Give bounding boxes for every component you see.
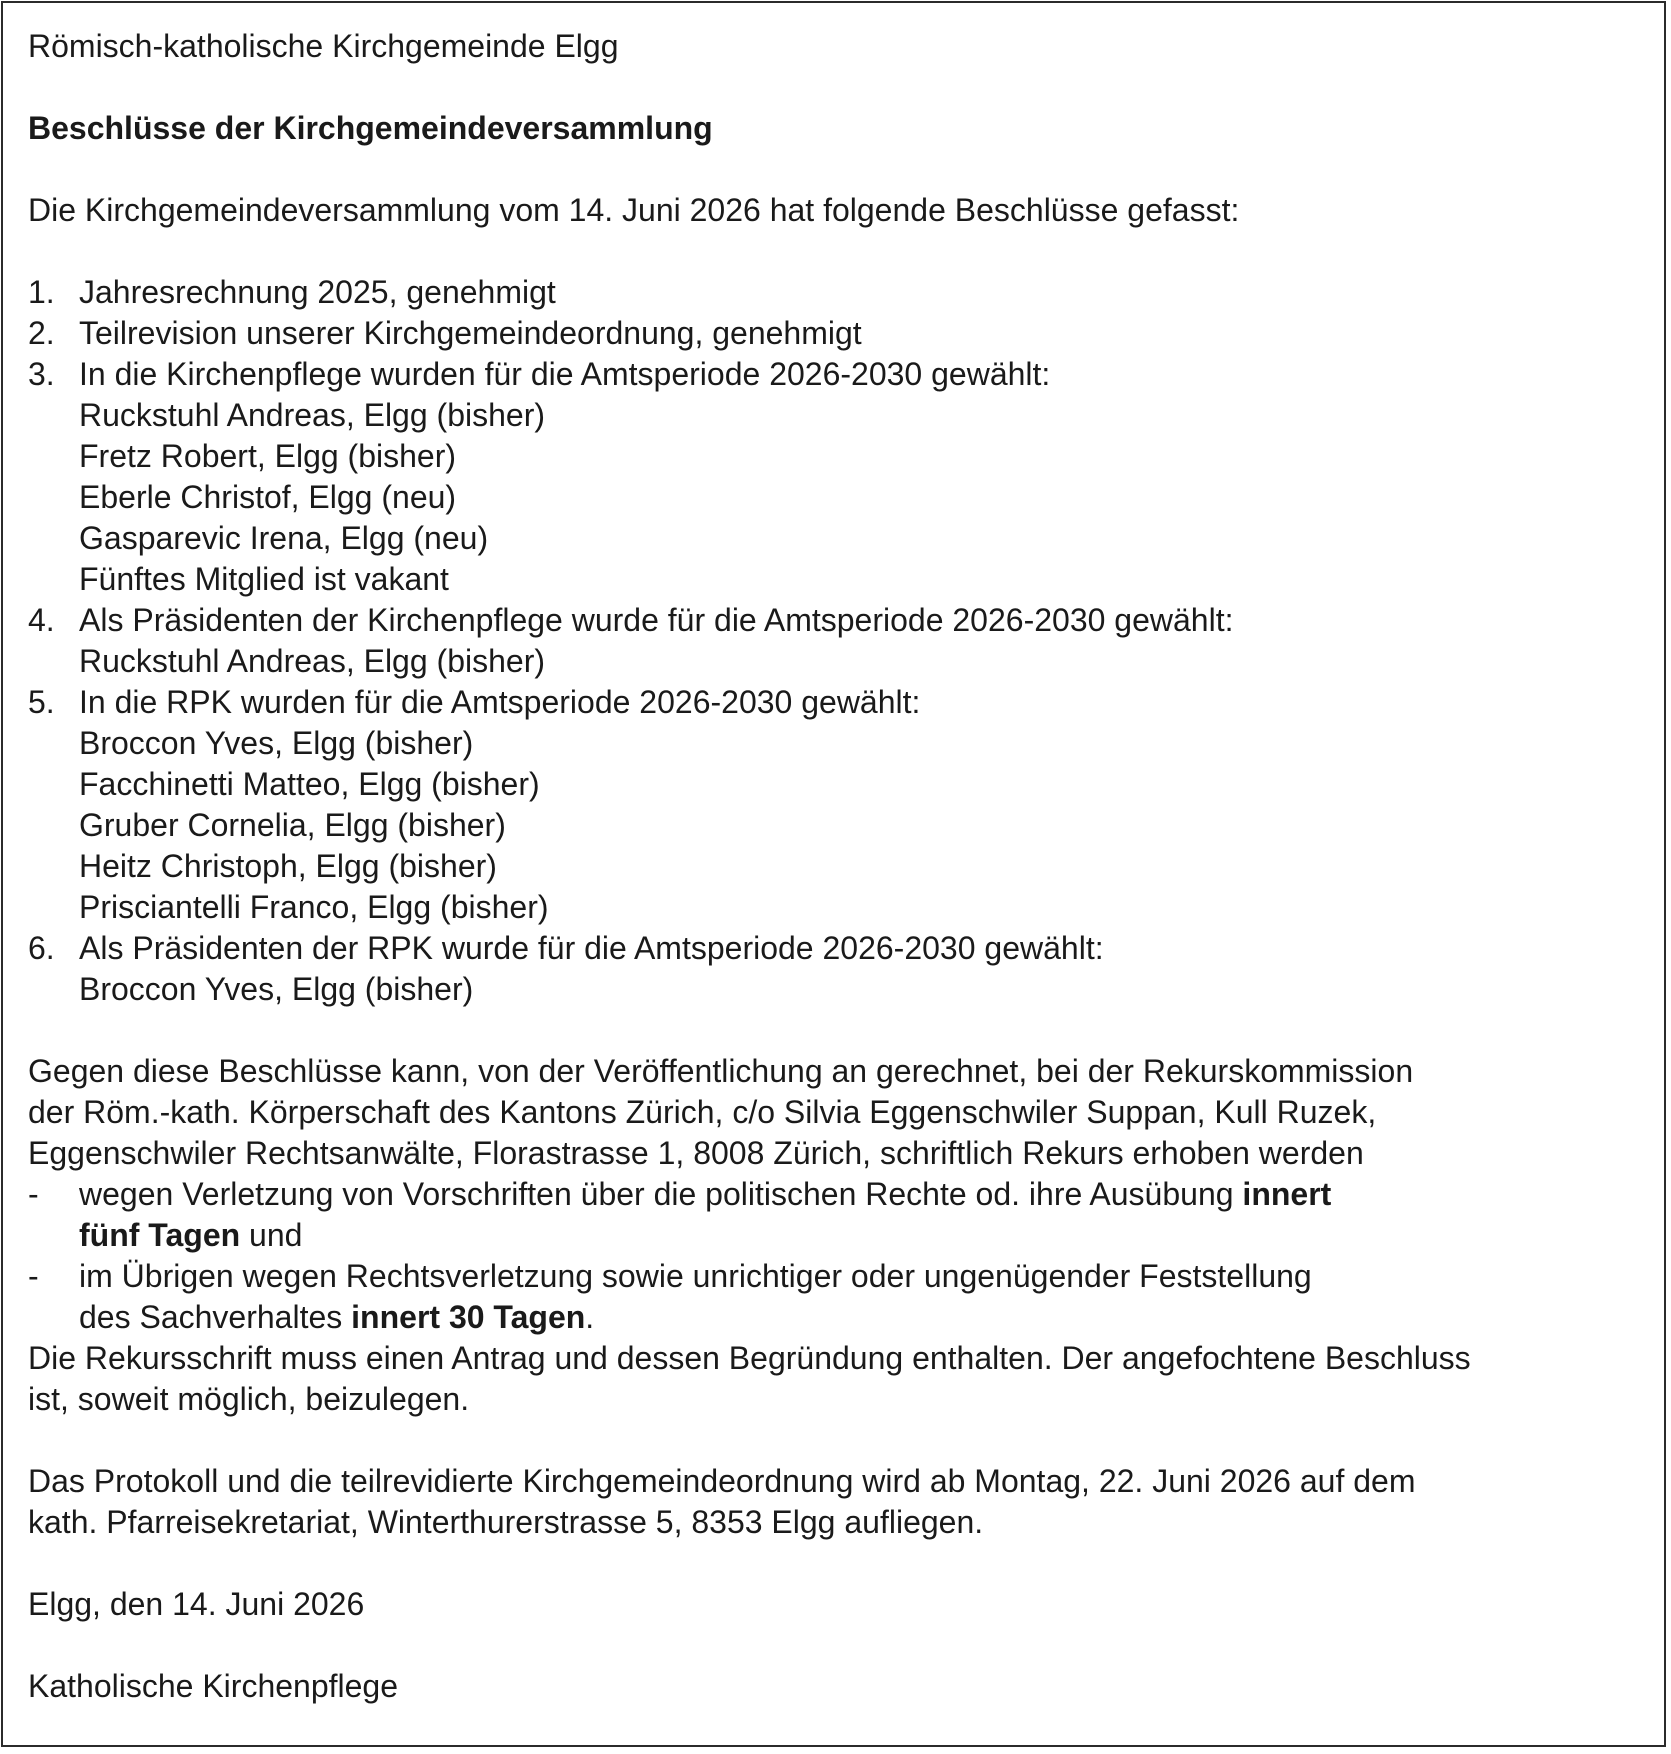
elected-member: Facchinetti Matteo, Elgg (bisher) — [79, 766, 540, 802]
protocol-text: Das Protokoll und die teilrevidierte Kirchgemeindeordnung wird ab Montag, 22. Juni 2026 auf dem — [28, 1463, 1416, 1499]
resolution-text: Als Präsidenten der Kirchenpflege wurde für die Amtsperiode 2026-2030 gewählt: — [79, 602, 1234, 638]
elected-member: Broccon Yves, Elgg (bisher) — [79, 971, 474, 1007]
bullet-text: . — [585, 1299, 595, 1335]
bullet-text: und — [240, 1217, 303, 1253]
elected-member: Prisciantelli Franco, Elgg (bisher) — [79, 889, 549, 925]
appeal-closing-text: ist, soweit möglich, beizulegen. — [28, 1381, 470, 1417]
resolution-text: In die RPK wurden für die Amtsperiode 2026-2030 gewählt: — [79, 684, 921, 720]
bullet-text: im Übrigen wegen Rechtsverletzung sowie unrichtiger oder ungenügender Feststellung — [79, 1258, 1312, 1294]
elected-member: Gasparevic Irena, Elgg (neu) — [79, 520, 489, 556]
appeal-text: der Röm.-kath. Körperschaft des Kantons Zürich, c/o Silvia Eggenschwiler Suppan, Kull Ruzek, — [28, 1094, 1377, 1130]
bullet-text: des Sachverhaltes — [79, 1299, 352, 1335]
elected-member: Fretz Robert, Elgg (bisher) — [79, 438, 457, 474]
resolution-number: 2. — [28, 315, 55, 351]
elected-member: Eberle Christof, Elgg (neu) — [79, 479, 457, 515]
resolution-item — [28, 313, 1648, 354]
bullet-dash: - — [28, 1258, 39, 1294]
document-body — [28, 26, 1648, 1707]
organization-name: Römisch-katholische Kirchgemeinde Elgg — [28, 28, 619, 64]
intro-text: Die Kirchgemeindeversammlung vom 14. Juni 2026 hat folgende Beschlüsse gefasst: — [28, 192, 1240, 228]
bullet-text: wegen Verletzung von Vorschriften über die politischen Rechte od. ihre Ausübung — [79, 1176, 1243, 1212]
resolution-number: 4. — [28, 602, 55, 638]
resolution-text: Jahresrechnung 2025, genehmigt — [79, 274, 556, 310]
deadline-emphasis: fünf Tagen — [79, 1217, 241, 1253]
resolution-number: 3. — [28, 356, 55, 392]
resolution-item — [28, 928, 1648, 1010]
deadline-emphasis: innert — [1242, 1176, 1332, 1212]
resolution-list — [28, 272, 1648, 1010]
resolution-text: Teilrevision unserer Kirchgemeindeordnung, genehmigt — [79, 315, 862, 351]
resolution-number: 1. — [28, 274, 55, 310]
resolution-item — [28, 600, 1648, 682]
elected-member: Gruber Cornelia, Elgg (bisher) — [79, 807, 506, 843]
bullet-dash: - — [28, 1176, 39, 1212]
elected-member: Broccon Yves, Elgg (bisher) — [79, 725, 474, 761]
resolution-item — [28, 272, 1648, 313]
protocol-text: kath. Pfarreisekretariat, Winterthurerstrasse 5, 8353 Elgg aufliegen. — [28, 1504, 984, 1540]
elected-member: Ruckstuhl Andreas, Elgg (bisher) — [79, 643, 545, 679]
document-title: Beschlüsse der Kirchgemeindeversammlung — [28, 110, 713, 146]
signature: Katholische Kirchenpflege — [28, 1668, 399, 1704]
appeal-text: Eggenschwiler Rechtsanwälte, Florastrasse 1, 8008 Zürich, schriftlich Rekurs erhoben werden — [28, 1135, 1364, 1171]
elected-member: Fünftes Mitglied ist vakant — [79, 561, 449, 597]
appeal-closing-text: Die Rekursschrift muss einen Antrag und dessen Begründung enthalten. Der angefochtene Beschluss — [28, 1340, 1471, 1376]
resolution-text: In die Kirchenpflege wurden für die Amtsperiode 2026-2030 gewählt: — [79, 356, 1051, 392]
appeal-bullet — [28, 1174, 1648, 1256]
appeal-bullet — [28, 1256, 1648, 1338]
resolution-number: 5. — [28, 684, 55, 720]
appeal-text: Gegen diese Beschlüsse kann, von der Veröffentlichung an gerechnet, bei der Rekurskommission — [28, 1053, 1414, 1089]
date-line: Elgg, den 14. Juni 2026 — [28, 1586, 365, 1622]
resolution-item — [28, 682, 1648, 928]
deadline-emphasis: innert 30 Tagen — [351, 1299, 586, 1335]
resolution-text: Als Präsidenten der RPK wurde für die Amtsperiode 2026-2030 gewählt: — [79, 930, 1104, 966]
resolution-number: 6. — [28, 930, 55, 966]
elected-member: Heitz Christoph, Elgg (bisher) — [79, 848, 497, 884]
resolution-item — [28, 354, 1648, 600]
elected-member: Ruckstuhl Andreas, Elgg (bisher) — [79, 397, 545, 433]
